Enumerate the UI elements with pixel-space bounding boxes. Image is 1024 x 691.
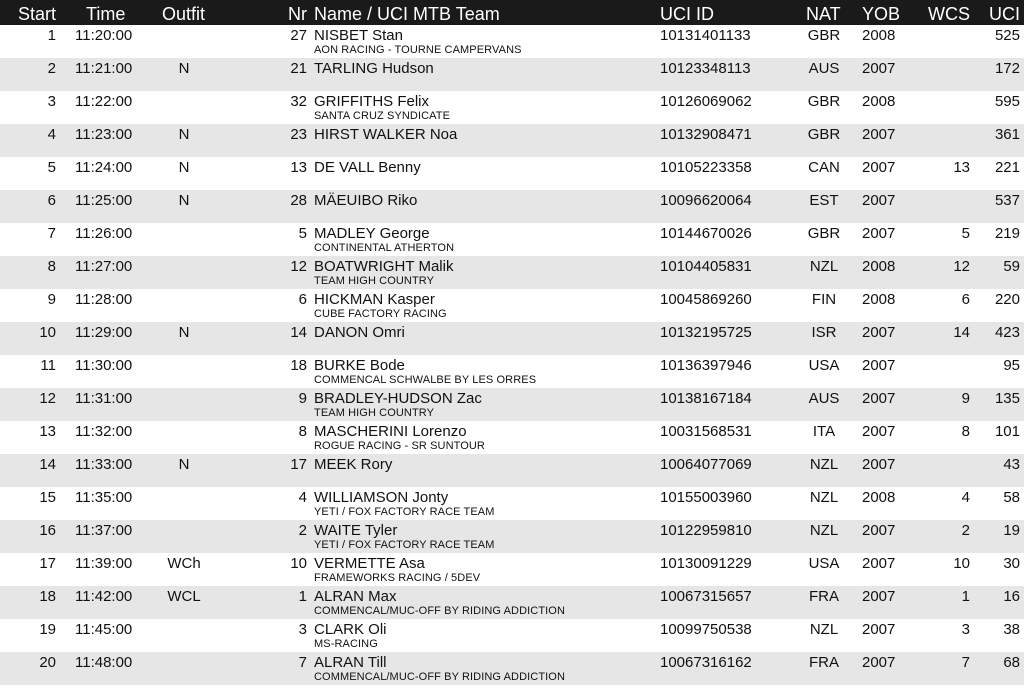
cell-yob: 2007 (862, 159, 896, 176)
cell-start: 20 (39, 654, 56, 671)
cell-start: 18 (39, 588, 56, 605)
table-row (0, 388, 1024, 421)
table-row (0, 256, 1024, 289)
cell-yob: 2008 (862, 258, 896, 275)
cell-nat: NZL (809, 621, 839, 638)
cell-rider-name: HICKMAN Kasper (314, 291, 435, 308)
header-name-team: Name / UCI MTB Team (314, 4, 500, 24)
cell-outfit: N (178, 456, 190, 473)
cell-rider-name: DANON Omri (314, 324, 405, 341)
cell-start: 15 (39, 489, 56, 506)
cell-yob: 2007 (862, 390, 896, 407)
cell-uci-points: 537 (994, 192, 1020, 209)
cell-time: 11:37:00 (75, 522, 133, 539)
table-row (0, 553, 1024, 586)
cell-time: 11:48:00 (75, 654, 133, 671)
cell-uci-id: 10067316162 (660, 654, 752, 671)
cell-nr: 17 (290, 456, 307, 473)
table-row (0, 190, 1024, 223)
cell-rider-name: WILLIAMSON Jonty (314, 489, 449, 506)
cell-uci-points: 101 (994, 423, 1020, 440)
cell-nat: EST (809, 192, 839, 209)
cell-uci-points: 16 (1003, 588, 1020, 605)
cell-outfit: N (178, 159, 190, 176)
table-row (0, 322, 1024, 355)
table-row (0, 454, 1024, 487)
cell-start: 13 (39, 423, 56, 440)
cell-uci-id: 10138167184 (660, 390, 752, 407)
cell-nat: ISR (811, 324, 837, 341)
cell-time: 11:42:00 (75, 588, 133, 605)
cell-wcs: 1 (961, 588, 970, 605)
cell-time: 11:28:00 (75, 291, 133, 308)
cell-uci-id: 10144670026 (660, 225, 752, 242)
cell-uci-id: 10131401133 (660, 27, 751, 44)
cell-rider-name: ALRAN Till (314, 654, 387, 671)
cell-nr: 18 (290, 357, 307, 374)
cell-outfit: N (178, 60, 190, 77)
cell-wcs: 10 (953, 555, 970, 572)
cell-outfit: N (178, 126, 190, 143)
cell-rider-name: TARLING Hudson (314, 60, 434, 77)
cell-uci-points: 95 (1003, 357, 1020, 374)
cell-time: 11:25:00 (75, 192, 133, 209)
table-row (0, 289, 1024, 322)
cell-outfit: WCh (167, 555, 201, 572)
cell-uci-points: 19 (1003, 522, 1020, 539)
cell-yob: 2007 (862, 654, 896, 671)
cell-wcs: 3 (961, 621, 970, 638)
table-row (0, 124, 1024, 157)
cell-uci-points: 68 (1003, 654, 1020, 671)
cell-time: 11:23:00 (75, 126, 133, 143)
cell-start: 3 (47, 93, 56, 110)
cell-yob: 2007 (862, 423, 896, 440)
cell-yob: 2008 (862, 93, 896, 110)
cell-yob: 2007 (862, 126, 896, 143)
cell-uci-id: 10105223358 (660, 159, 752, 176)
header-uci: UCI (989, 4, 1020, 24)
cell-uci-id: 10031568531 (660, 423, 752, 440)
cell-wcs: 12 (953, 258, 970, 275)
cell-team: YETI / FOX FACTORY RACE TEAM (314, 539, 495, 551)
cell-rider-name: BOATWRIGHT Malik (314, 258, 454, 275)
cell-rider-name: VERMETTE Asa (314, 555, 425, 572)
cell-wcs: 6 (961, 291, 970, 308)
cell-time: 11:31:00 (75, 390, 133, 407)
cell-yob: 2007 (862, 621, 896, 638)
cell-uci-points: 361 (994, 126, 1020, 143)
cell-start: 2 (47, 60, 56, 77)
cell-uci-points: 423 (994, 324, 1020, 341)
cell-yob: 2007 (862, 324, 896, 341)
cell-team: TEAM HIGH COUNTRY (314, 275, 435, 287)
header-wcs: WCS (928, 4, 970, 24)
cell-uci-id: 10104405831 (660, 258, 752, 275)
cell-nat: GBR (807, 93, 841, 110)
table-row (0, 355, 1024, 388)
cell-nat: GBR (807, 27, 841, 44)
cell-rider-name: MADLEY George (314, 225, 430, 242)
cell-nr: 12 (290, 258, 307, 275)
cell-team: COMMENCAL/MUC-OFF BY RIDING ADDICTION (314, 671, 566, 683)
cell-rider-name: WAITE Tyler (314, 522, 398, 539)
cell-uci-id: 10130091229 (660, 555, 752, 572)
cell-uci-id: 10132908471 (660, 126, 752, 143)
cell-nat: USA (808, 357, 840, 374)
cell-uci-points: 59 (1003, 258, 1020, 275)
cell-team: MS-RACING (314, 638, 378, 650)
table-header (0, 0, 1024, 25)
cell-rider-name: DE VALL Benny (314, 159, 421, 176)
cell-wcs: 8 (961, 423, 970, 440)
header-uci-id: UCI ID (660, 4, 714, 24)
cell-nat: FRA (809, 654, 839, 671)
cell-yob: 2007 (862, 456, 896, 473)
table-row (0, 58, 1024, 91)
cell-uci-id: 10132195725 (660, 324, 752, 341)
cell-nat: NZL (809, 258, 839, 275)
cell-nat: ITA (812, 423, 836, 440)
header-nr: Nr (288, 4, 307, 24)
table-row (0, 586, 1024, 619)
cell-time: 11:32:00 (75, 423, 133, 440)
cell-start: 17 (39, 555, 56, 572)
cell-team: CUBE FACTORY RACING (314, 308, 447, 320)
cell-wcs: 2 (961, 522, 970, 539)
cell-nat: CAN (808, 159, 840, 176)
cell-nr: 13 (290, 159, 307, 176)
cell-rider-name: GRIFFITHS Felix (314, 93, 429, 110)
cell-nr: 5 (298, 225, 307, 242)
cell-nat: AUS (808, 390, 840, 407)
cell-nat: AUS (808, 60, 840, 77)
cell-rider-name: HIRST WALKER Noa (314, 126, 458, 143)
cell-nr: 8 (298, 423, 307, 440)
cell-uci-points: 220 (994, 291, 1020, 308)
cell-wcs: 4 (961, 489, 970, 506)
cell-start: 14 (39, 456, 56, 473)
cell-time: 11:35:00 (75, 489, 133, 506)
cell-nr: 21 (290, 60, 307, 77)
cell-yob: 2007 (862, 60, 896, 77)
cell-outfit: N (178, 324, 190, 341)
cell-uci-points: 58 (1003, 489, 1020, 506)
cell-team: TEAM HIGH COUNTRY (314, 407, 435, 419)
table-row (0, 223, 1024, 256)
cell-time: 11:33:00 (75, 456, 133, 473)
cell-rider-name: NISBET Stan (314, 27, 403, 44)
cell-time: 11:39:00 (75, 555, 133, 572)
cell-uci-points: 221 (994, 159, 1020, 176)
cell-uci-id: 10064077069 (660, 456, 752, 473)
cell-team: COMMENCAL/MUC-OFF BY RIDING ADDICTION (314, 605, 566, 617)
cell-nr: 27 (290, 27, 307, 44)
cell-yob: 2007 (862, 588, 896, 605)
cell-nat: NZL (809, 522, 839, 539)
header-time: Time (86, 4, 126, 24)
cell-start: 16 (39, 522, 56, 539)
cell-wcs: 13 (953, 159, 970, 176)
cell-team: YETI / FOX FACTORY RACE TEAM (314, 506, 495, 518)
cell-time: 11:24:00 (75, 159, 133, 176)
cell-start: 11 (40, 357, 56, 374)
cell-team: COMMENCAL SCHWALBE BY LES ORRES (314, 374, 537, 386)
cell-team: SANTA CRUZ SYNDICATE (314, 110, 451, 122)
cell-yob: 2008 (862, 27, 896, 44)
cell-uci-points: 595 (994, 93, 1020, 110)
table-row (0, 619, 1024, 652)
cell-uci-points: 135 (994, 390, 1020, 407)
cell-nr: 9 (298, 390, 307, 407)
cell-start: 5 (47, 159, 56, 176)
cell-time: 11:22:00 (75, 93, 133, 110)
cell-wcs: 7 (961, 654, 970, 671)
cell-nr: 14 (290, 324, 307, 341)
cell-uci-points: 43 (1003, 456, 1020, 473)
cell-rider-name: CLARK Oli (314, 621, 387, 638)
cell-uci-points: 38 (1003, 621, 1020, 638)
cell-uci-id: 10126069062 (660, 93, 752, 110)
cell-uci-points: 219 (994, 225, 1020, 242)
cell-yob: 2008 (862, 489, 896, 506)
cell-nr: 2 (298, 522, 307, 539)
cell-uci-id: 10067315657 (660, 588, 752, 605)
cell-team: ROGUE RACING - SR SUNTOUR (314, 440, 485, 452)
cell-yob: 2007 (862, 225, 896, 242)
cell-nat: GBR (807, 126, 841, 143)
cell-nat: GBR (807, 225, 841, 242)
cell-nr: 23 (290, 126, 307, 143)
cell-time: 11:29:00 (75, 324, 133, 341)
cell-nr: 1 (298, 588, 307, 605)
cell-time: 11:26:00 (75, 225, 133, 242)
table-row (0, 25, 1024, 58)
cell-uci-id: 10136397946 (660, 357, 752, 374)
table-row (0, 91, 1024, 124)
cell-start: 1 (47, 27, 56, 44)
cell-team: FRAMEWORKS RACING / 5DEV (314, 572, 481, 584)
cell-start: 6 (47, 192, 56, 209)
cell-start: 10 (39, 324, 56, 341)
cell-nr: 32 (290, 93, 307, 110)
cell-team: AON RACING - TOURNE CAMPERVANS (314, 44, 522, 56)
table-row (0, 520, 1024, 553)
cell-nat: FIN (811, 291, 837, 308)
cell-nr: 10 (290, 555, 307, 572)
cell-rider-name: BRADLEY-HUDSON Zac (314, 390, 482, 407)
cell-start: 19 (39, 621, 56, 638)
table-row (0, 421, 1024, 454)
cell-uci-id: 10099750538 (660, 621, 752, 638)
cell-time: 11:20:00 (75, 27, 133, 44)
cell-wcs: 9 (961, 390, 970, 407)
cell-nr: 28 (290, 192, 307, 209)
cell-yob: 2007 (862, 555, 896, 572)
cell-wcs: 14 (953, 324, 970, 341)
header-outfit: Outfit (162, 4, 206, 24)
cell-uci-id: 10123348113 (660, 60, 751, 77)
table-row (0, 157, 1024, 190)
cell-uci-id: 10096620064 (660, 192, 752, 209)
cell-start: 12 (39, 390, 56, 407)
cell-nat: FRA (809, 588, 839, 605)
cell-start: 7 (47, 225, 56, 242)
cell-nr: 4 (298, 489, 307, 506)
cell-time: 11:30:00 (75, 357, 133, 374)
cell-rider-name: ALRAN Max (314, 588, 397, 605)
cell-wcs: 5 (961, 225, 970, 242)
cell-nr: 6 (298, 291, 307, 308)
cell-uci-id: 10122959810 (660, 522, 752, 539)
cell-yob: 2008 (862, 291, 896, 308)
cell-yob: 2007 (862, 192, 896, 209)
header-start: Start (17, 4, 56, 24)
cell-uci-points: 172 (994, 60, 1020, 77)
cell-uci-points: 525 (994, 27, 1020, 44)
cell-nr: 3 (298, 621, 307, 638)
cell-nr: 7 (298, 654, 307, 671)
cell-rider-name: MÄEUIBO Riko (314, 192, 418, 209)
cell-start: 4 (47, 126, 56, 143)
cell-time: 11:21:00 (75, 60, 133, 77)
cell-start: 9 (47, 291, 56, 308)
cell-team: CONTINENTAL ATHERTON (314, 242, 455, 254)
cell-time: 11:27:00 (75, 258, 133, 275)
table-row (0, 652, 1024, 685)
cell-rider-name: MASCHERINI Lorenzo (314, 423, 467, 440)
cell-nat: USA (808, 555, 840, 572)
cell-yob: 2007 (862, 357, 896, 374)
header-nat: NAT (806, 4, 841, 24)
cell-time: 11:45:00 (75, 621, 133, 638)
cell-rider-name: BURKE Bode (314, 357, 405, 374)
cell-yob: 2007 (862, 522, 896, 539)
cell-rider-name: MEEK Rory (314, 456, 393, 473)
cell-outfit: N (178, 192, 190, 209)
cell-nat: NZL (809, 489, 839, 506)
table-row (0, 487, 1024, 520)
cell-uci-id: 10045869260 (660, 291, 752, 308)
cell-nat: NZL (809, 456, 839, 473)
cell-uci-id: 10155003960 (660, 489, 752, 506)
cell-outfit: WCL (167, 588, 201, 605)
header-yob: YOB (862, 4, 901, 24)
cell-start: 8 (47, 258, 56, 275)
cell-uci-points: 30 (1003, 555, 1020, 572)
